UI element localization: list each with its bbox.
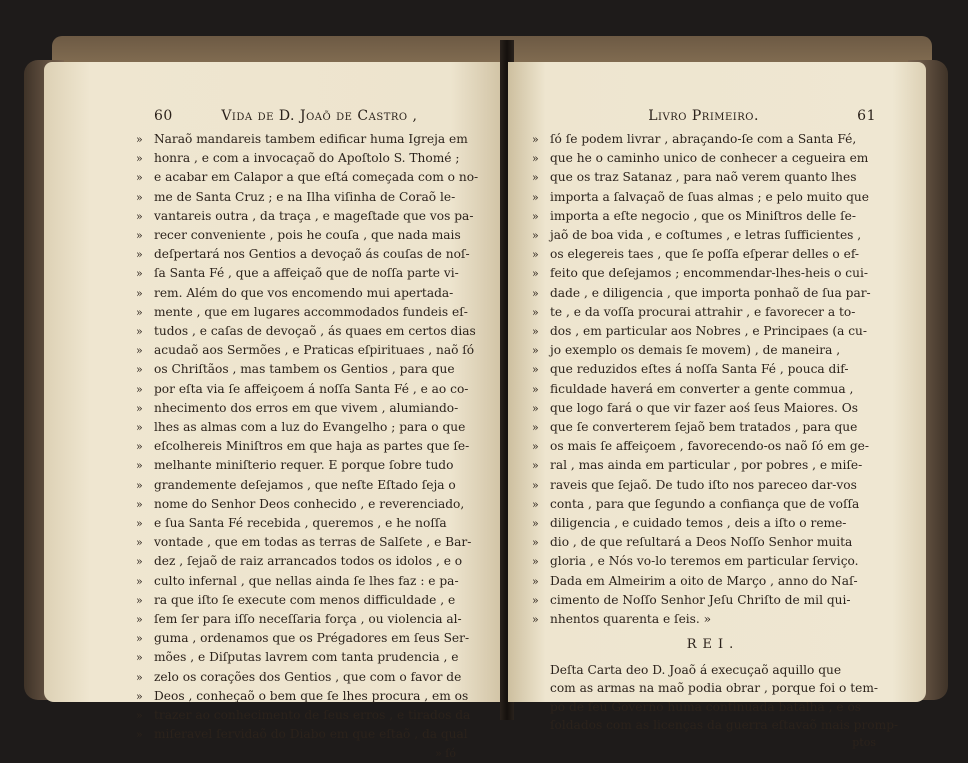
quote-mark: »	[136, 344, 143, 358]
text-line	[136, 303, 468, 322]
line-text: honra , e com a invocaçaõ do Apoſtolo S. Thomé ;	[154, 151, 460, 166]
text-line	[136, 725, 468, 744]
line-text: deſpertará nos Gentios a devoçaõ ás couſas de noſ-	[154, 247, 470, 262]
quote-mark: »	[136, 632, 143, 646]
quote-mark: »	[136, 382, 143, 396]
text-line	[136, 610, 466, 629]
line-text: dos , em particular aos Nobres , e Principaes (a cu-	[550, 324, 868, 339]
line-text: que ſe converterem ſejaõ bem tratados , para que	[550, 420, 858, 435]
text-line	[136, 668, 466, 687]
line-text: me de Santa Cruz ; e na Ilha viſinha de Coraõ le-	[154, 189, 456, 204]
line-text: jaõ de boa vida , e coſtumes , e letras ſufficientes ,	[550, 228, 862, 243]
line-text: Dada em Almeirim a oito de Março , anno do Naſ-	[550, 573, 858, 588]
quote-mark: »	[532, 133, 539, 146]
line-text: ſa Santa Fé , que a affeiçaõ que de noſſa parte vi-	[154, 266, 459, 281]
quote-mark: »	[136, 651, 143, 665]
text-line	[532, 303, 876, 322]
text-line	[136, 552, 466, 571]
text-line	[532, 341, 876, 360]
text-line	[532, 226, 876, 245]
quote-mark: »	[136, 190, 143, 204]
quote-mark: »	[136, 286, 143, 300]
text-line	[136, 245, 470, 264]
text-line	[532, 380, 876, 399]
quote-mark: »	[532, 478, 539, 492]
line-text: jo exemplo os demais ſe movem) , de maneira ,	[550, 343, 841, 358]
text-line	[136, 418, 466, 437]
text-line	[136, 322, 476, 341]
quote-mark: »	[136, 152, 143, 166]
line-text: importa a eſte negocio , que os Miniſtros delle ſe-	[550, 208, 856, 223]
quote-mark: »	[136, 689, 143, 703]
text-line	[136, 437, 470, 456]
quote-mark: »	[532, 152, 539, 166]
quote-mark: »	[136, 555, 143, 569]
quote-mark: »	[136, 305, 143, 319]
line-text: ſoldados com as licenças da guerra eſtavaõ mais promp-	[550, 717, 899, 732]
text-line	[532, 514, 876, 533]
line-text: Deos , conheçaõ o bem que ſe lhes procura , em os	[154, 688, 469, 703]
text-line	[136, 130, 468, 149]
line-text: dez , ſejaõ de raiz arrancados todos os idolos , e o	[154, 554, 463, 569]
line-text: nhecimento dos erros em que vivem , alumiando-	[154, 400, 459, 415]
line-text: ſó ſe podem livrar , abraçando-ſe com a Santa Fé,	[550, 132, 857, 146]
text-line	[136, 456, 466, 475]
line-text: importa a ſalvaçaõ de ſuas almas ; e pelo muito que	[550, 189, 869, 204]
line-text: raveis que ſejaõ. De tudo iſto nos pareceo dar-vos	[550, 477, 857, 492]
quote-mark: »	[532, 248, 539, 262]
line-text: gloria , e Nós vo-lo teremos em particular ſerviço.	[550, 554, 859, 569]
text-line	[532, 552, 876, 571]
text-line	[532, 130, 876, 149]
quote-mark: »	[532, 171, 539, 185]
text-line	[550, 698, 876, 716]
page-number: 60	[154, 108, 173, 124]
text-line	[136, 533, 472, 552]
line-text: que he o caminho unico de conhecer a cegueira em	[550, 151, 869, 166]
text-line	[532, 533, 876, 552]
quote-mark: »	[532, 517, 539, 531]
text-line	[136, 514, 466, 533]
quote-mark: »	[136, 171, 143, 185]
text-line	[136, 149, 466, 168]
signature-heading: REI.	[686, 637, 740, 653]
line-text: rem. Além do que vos encomendo mui apertada-	[154, 285, 454, 300]
line-text: lhes as almas com a luz do Evangelho ; para o que	[154, 420, 466, 435]
text-line	[136, 629, 470, 648]
text-line	[550, 716, 899, 734]
line-text: ral , mas ainda em particular , por pobres , e miſe-	[550, 458, 863, 473]
line-text: eſcolhereis Miniſtros em que haja as partes que ſe-	[154, 439, 470, 454]
line-text: Deſta Carta deo D. Joaõ á execuçaõ aquillo que	[550, 663, 842, 678]
text-line	[136, 399, 466, 418]
quote-mark: »	[532, 344, 539, 358]
line-text: que reduzidos eſtes á noſſa Santa Fé , pouca dif-	[550, 362, 849, 377]
line-text: que logo fará o que vir fazer aoś ſeus Maiores. Os	[550, 400, 858, 415]
quote-mark: »	[532, 401, 539, 415]
line-text: vontade , que em todas as terras de Salſete , e Bar-	[154, 535, 472, 550]
text-line	[136, 226, 466, 245]
line-text: te , e da voſſa procurai attrahir , e favorecer a to-	[550, 304, 856, 319]
text-line	[136, 648, 466, 667]
quote-mark: »	[136, 574, 143, 588]
right-page-text	[532, 130, 876, 629]
line-text: miſeravel ſervidaõ do Diabo em que eſtaõ , da qual	[154, 727, 468, 742]
text-line	[532, 495, 876, 514]
line-text: guma , ordenamos que os Prégadores em ſeus Ser-	[154, 631, 470, 646]
line-text: ficuldade haverá em converter a gente commua ,	[550, 381, 854, 396]
quote-mark: »	[532, 459, 539, 473]
line-text: melhante miniſterio requer. E porque ſobre tudo	[154, 458, 454, 473]
text-line	[532, 245, 876, 264]
text-line	[532, 399, 876, 418]
quote-mark: »	[532, 613, 539, 627]
text-line	[136, 572, 466, 591]
text-line	[136, 687, 469, 706]
text-line	[532, 610, 876, 629]
text-line	[136, 380, 469, 399]
quote-mark: »	[136, 440, 143, 454]
text-line	[136, 360, 466, 379]
catchword: » ſó	[435, 746, 456, 760]
line-text: feito que deſejamos ; encommendar-lhes-heis o cui-	[550, 266, 868, 281]
line-text: nome do Senhor Deos conhecido , e reverenciado,	[154, 496, 465, 511]
line-text: os mais ſe affeiçoem , favorecendo-os naõ ſó em ge-	[550, 439, 869, 454]
quote-mark: »	[136, 248, 143, 262]
quote-mark: »	[532, 421, 539, 435]
text-line	[532, 418, 876, 437]
line-text: os Chriſtãos , mas tambem os Gentios , para que	[154, 362, 455, 377]
narrative-text	[550, 661, 899, 734]
line-text: conta , para que ſegundo a confiança que de voſſa	[550, 496, 860, 511]
quote-mark: »	[136, 593, 143, 607]
text-line	[136, 476, 466, 495]
line-text: ra que iſto ſe execute com menos difficuldade , e	[154, 592, 456, 607]
quote-mark: »	[136, 133, 143, 146]
line-text: dio , de que reſultará a Deos Noſſo Senhor muita	[550, 535, 853, 550]
text-line	[136, 207, 474, 226]
line-text: nhentos quarenta e ſeis. »	[550, 612, 712, 627]
right-page-header	[550, 108, 876, 130]
quote-mark: »	[136, 478, 143, 492]
text-line	[136, 188, 466, 207]
text-line	[136, 341, 475, 360]
text-line	[532, 456, 876, 475]
text-line	[136, 495, 466, 514]
quote-mark: »	[532, 209, 539, 223]
line-text: com as armas na maõ podia obrar , porque foi o tem-	[550, 681, 879, 696]
text-line	[532, 168, 876, 187]
text-line	[136, 706, 471, 725]
line-text: Naraõ mandareis tambem edificar huma Igreja em	[154, 132, 468, 146]
quote-mark: »	[532, 574, 539, 588]
text-line	[136, 591, 466, 610]
quote-mark: »	[136, 267, 143, 281]
text-line	[532, 591, 876, 610]
quote-mark: »	[532, 286, 539, 300]
quote-mark: »	[136, 363, 143, 377]
quote-mark: »	[532, 229, 539, 243]
left-page-header	[154, 108, 466, 130]
quote-mark: »	[532, 497, 539, 511]
line-text: culto infernal , que nellas ainda ſe lhes faz : e pa-	[154, 573, 459, 588]
text-line	[532, 572, 876, 591]
text-line	[136, 284, 466, 303]
quote-mark: »	[532, 325, 539, 339]
quote-mark: »	[532, 593, 539, 607]
text-line	[532, 149, 876, 168]
quote-mark: »	[136, 401, 143, 415]
quote-mark: »	[136, 536, 143, 550]
quote-mark: »	[532, 555, 539, 569]
text-line	[550, 661, 876, 679]
quote-mark: »	[532, 536, 539, 550]
line-text: mente , que em lugares accommodados fundeis eſ-	[154, 304, 468, 319]
line-text: zelo os corações dos Gentios , que com o favor de	[154, 669, 462, 684]
quote-mark: »	[136, 459, 143, 473]
quote-mark: »	[136, 421, 143, 435]
text-line	[532, 284, 876, 303]
quote-mark: »	[136, 613, 143, 627]
line-text: mões , e Diſputas lavrem com tanta prudencia , e	[154, 650, 459, 665]
line-text: recer conveniente , pois he couſa , que nada mais	[154, 228, 461, 243]
page-number: 61	[857, 108, 876, 124]
line-text: tudos , e caſas de devoçaõ , ás quaes em certos dias	[154, 324, 476, 339]
quote-mark: »	[532, 190, 539, 204]
left-page-text	[136, 130, 479, 745]
text-line	[532, 188, 876, 207]
line-text: e acabar em Calapor a que eſtá começada com o no-	[154, 170, 479, 185]
left-page	[44, 62, 506, 760]
line-text: trazer ao conhecimento de ſeus erros , e tirados da	[154, 708, 471, 723]
quote-mark: »	[532, 382, 539, 396]
line-text: dade , e diligencia , que importa ponhaõ de ſua par-	[550, 285, 871, 300]
line-text: diligencia , e cuidado temos , deis a iſto o reme-	[550, 516, 847, 531]
quote-mark: »	[136, 229, 143, 243]
quote-mark: »	[532, 440, 539, 454]
catchword: ptos	[852, 736, 876, 750]
quote-mark: »	[532, 267, 539, 281]
text-line	[136, 264, 466, 283]
line-text: por eſta via ſe affeiçoem á noſſa Santa Fé , e ao co-	[154, 381, 469, 396]
quote-mark: »	[136, 728, 143, 742]
text-line	[136, 168, 479, 187]
text-line	[532, 360, 876, 379]
line-text: grandemente deſejamos , que neſte Eſtado ſeja o	[154, 477, 456, 492]
quote-mark: »	[136, 670, 143, 684]
quote-mark: »	[532, 363, 539, 377]
line-text: po de ſeu Governo huma continuada batalha , e os	[550, 699, 862, 714]
quote-mark: »	[136, 209, 143, 223]
text-line	[532, 437, 876, 456]
line-text: que os traz Satanaz , para naõ verem quanto lhes	[550, 170, 857, 185]
text-line	[550, 679, 879, 697]
quote-mark: »	[136, 517, 143, 531]
text-line	[532, 476, 876, 495]
text-line	[532, 264, 876, 283]
line-text: e ſua Santa Fé recebida , queremos , e he noſſa	[154, 516, 447, 531]
line-text: acudaõ aos Sermões , e Praticas eſpirituaes , naõ ſó	[154, 343, 475, 358]
quote-mark: »	[136, 709, 143, 723]
quote-mark: »	[136, 325, 143, 339]
line-text: os elegereis taes , que ſe poſſa eſperar delles o ef-	[550, 247, 860, 262]
text-line	[532, 322, 876, 341]
quote-mark: »	[136, 497, 143, 511]
line-text: ſem ſer para iſſo neceſſaria força , ou violencia al-	[154, 612, 462, 627]
running-title: Vida de D. Joaõ de Castro ,	[221, 108, 418, 124]
running-title: Livro Primeiro.	[648, 108, 759, 124]
quote-mark: »	[532, 305, 539, 319]
line-text: vantareis outra , da traça , e mageſtade que vos pa-	[154, 208, 474, 223]
line-text: cimento de Noſſo Senhor Jeſu Chriſto de mil qui-	[550, 592, 851, 607]
text-line	[532, 207, 876, 226]
right-page	[508, 62, 926, 750]
